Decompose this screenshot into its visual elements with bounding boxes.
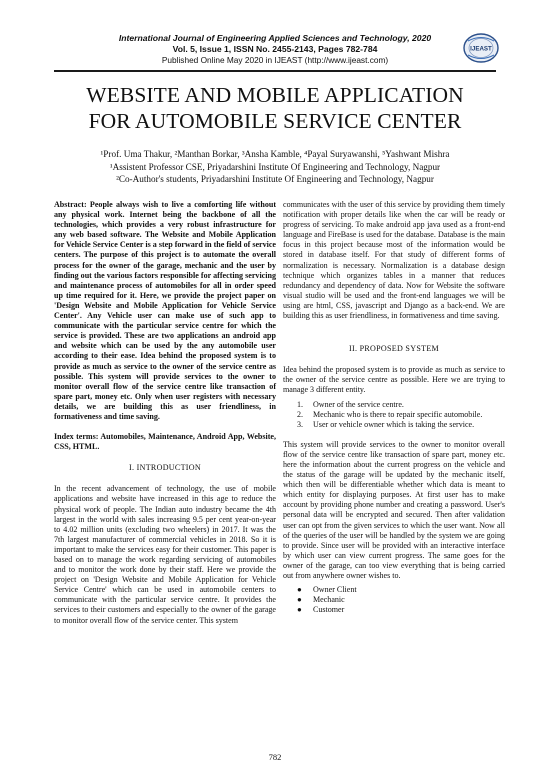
list-number: 1. [297,399,304,409]
header-rule [54,70,496,72]
affiliation-2: ²Co-Author's students, Priyadarshini Institute Of Engineering and Technology, Nagpur [116,174,434,184]
list-item [283,585,505,595]
volume-info: Vol. 5, Issue 1, ISSN No. 2455-2143, Pages 782-784 [172,44,378,54]
bullet-icon: ● [297,605,302,615]
right-column [283,200,505,615]
bullet-icon: ● [297,595,302,605]
system-description: This system will provide services to the owner to monitor overall flow of the service centre like transaction of spare part, money etc. here the information about the current progress on the vehicle and the status of the garage will be updated by the mechanic itself, which then will be differentiable whether which data is meant to which entity for displaying purposes. At first user has to make account by providing phone number and creating a password. User's personal data will be encrypted and secured. Then after validation user can opt from the given services to which the user want. Now all of the queries of the user will be handled by the system we are going to provide. Since user will be provided with an interactive interface by which user can view current progress. The same goes for the owner of the garage, can too view everything that is being carried out from anywhere owner wishes to. [283,439,505,580]
ijeast-logo [462,32,500,64]
index-terms: Index terms: Automobiles, Maintenance, Android App, Website, CSS, HTML. [54,432,276,452]
title-line-2: FOR AUTOMOBILE SERVICE CENTER [88,109,462,133]
list-text: Mechanic who is there to repair specific automobile. [313,409,483,419]
role-bullet-list [283,585,505,615]
list-item [283,410,505,420]
list-item [283,595,505,605]
author-names: ¹Prof. Uma Thakur, ²Manthan Borkar, ³Ansha Kamble, ⁴Payal Suryawanshi, ⁵Yashwant Mishra [100,149,450,159]
proposed-system-intro: Idea behind the proposed system is to provide as much as service to the owner of the service centre as possible. Here we are trying to manage 3 different entity. [283,365,505,395]
section-heading-proposed-system: II. PROPOSED SYSTEM [349,344,439,354]
publication-info: Published Online May 2020 in IJEAST (http://www.ijeast.com) [161,55,389,65]
page-number: 782 [268,752,282,762]
paper-title [0,82,550,134]
continued-paragraph: communicates with the user of this service by providing them timely notification with proper details like when the car will be ready or progress of servicing. To make android app java used as a front-end language and FireBase is used for the database. Database is the main focus in this project because most of the information would be stored in database itself. For that study of different forms of normalization is necessary. Normalization is a database design technique which organizes tables in a manner that reduces redundancy and dependency of data. Now for Website the software visual studio will be used and the front-end languages we will be using are html, CSS, javascript and Django as a back-end. We are building this as user friendliness, in formativeness and time saving. [283,200,505,321]
list-item [283,605,505,615]
list-text: Owner of the service centre. [313,399,404,409]
list-number: 2. [297,409,304,419]
bullet-icon: ● [297,585,302,595]
affiliation-1: ¹Assistent Professor CSE, Priyadarshini Institute Of Engineering and Technology, Nagpur [109,161,441,172]
entity-list [283,400,505,430]
list-item [283,420,505,430]
journal-name: International Journal of Engineering Applied Sciences and Technology, 2020 [118,33,432,43]
author-block [0,148,550,186]
left-column [54,200,276,626]
list-text: User or vehicle owner which is taking the service. [313,419,475,429]
list-number: 3. [297,419,304,429]
section-heading-introduction: I. INTRODUCTION [129,463,201,473]
list-text: Customer [313,605,345,615]
list-text: Owner Client [313,585,357,595]
list-text: Mechanic [313,595,345,605]
abstract: Abstract: People always wish to live a comforting life without any physical work. Internet being the backbone of all the technologies, which provides a very robust infrastructure for any web based software. The Website and Mobile Application for Vehicle Service Center is a step forward in the field of service centers. The purpose of this project is to automate the overall process for the owner of the garage, mechanic and the user by finding out the various factors responsible for affecting servicing and maintenance process of automobiles for all in order speed up time required for it. Here, we provide the project paper on 'Design Website and Mobile Application for Vehicle Service Center'. Any Vehicle user can make use of such app to communicate with the particular service centre for which the service is provided. These are two applications an android app and website which can be used by the any automobile user according to their ease. Idea behind the proposed system is to provide as much as service to the owner of the service centre as possible. This system will provide services to the owner to monitor overall flow of the service centre like transaction of spare part, money etc. Only when user registers with necessary details, we are building this as user friendliness, in formativeness and time saving. [54,200,276,421]
title-line-1: WEBSITE AND MOBILE APPLICATION [86,83,464,107]
introduction-text: In the recent advancement of technology, the use of mobile applications and website have increased in this age to reduce the physical work of people. The Indian auto industry became the 4th largest in the world with sales increasing 9.5 per cent year-on-year to 4.02 million units (excluding two wheelers) in 2017. It was the 7th largest manufacturer of commercial vehicles in 2018. So it is important to make the services easy for their customer. This paper is based on to manage the work regarding servicing of automobiles and to monitor the work done by their staff. Here we provide the project on 'Design Website and Mobile Application for Vehicle Service Centre' which can be used in automobile centers to communicate with the particular service centre. It provides the services to their customers and especially to the owner of the garage to monitor overall flow of the service center. This system [54,484,276,625]
list-item [283,400,505,410]
logo-text: IJEAST [470,45,492,53]
